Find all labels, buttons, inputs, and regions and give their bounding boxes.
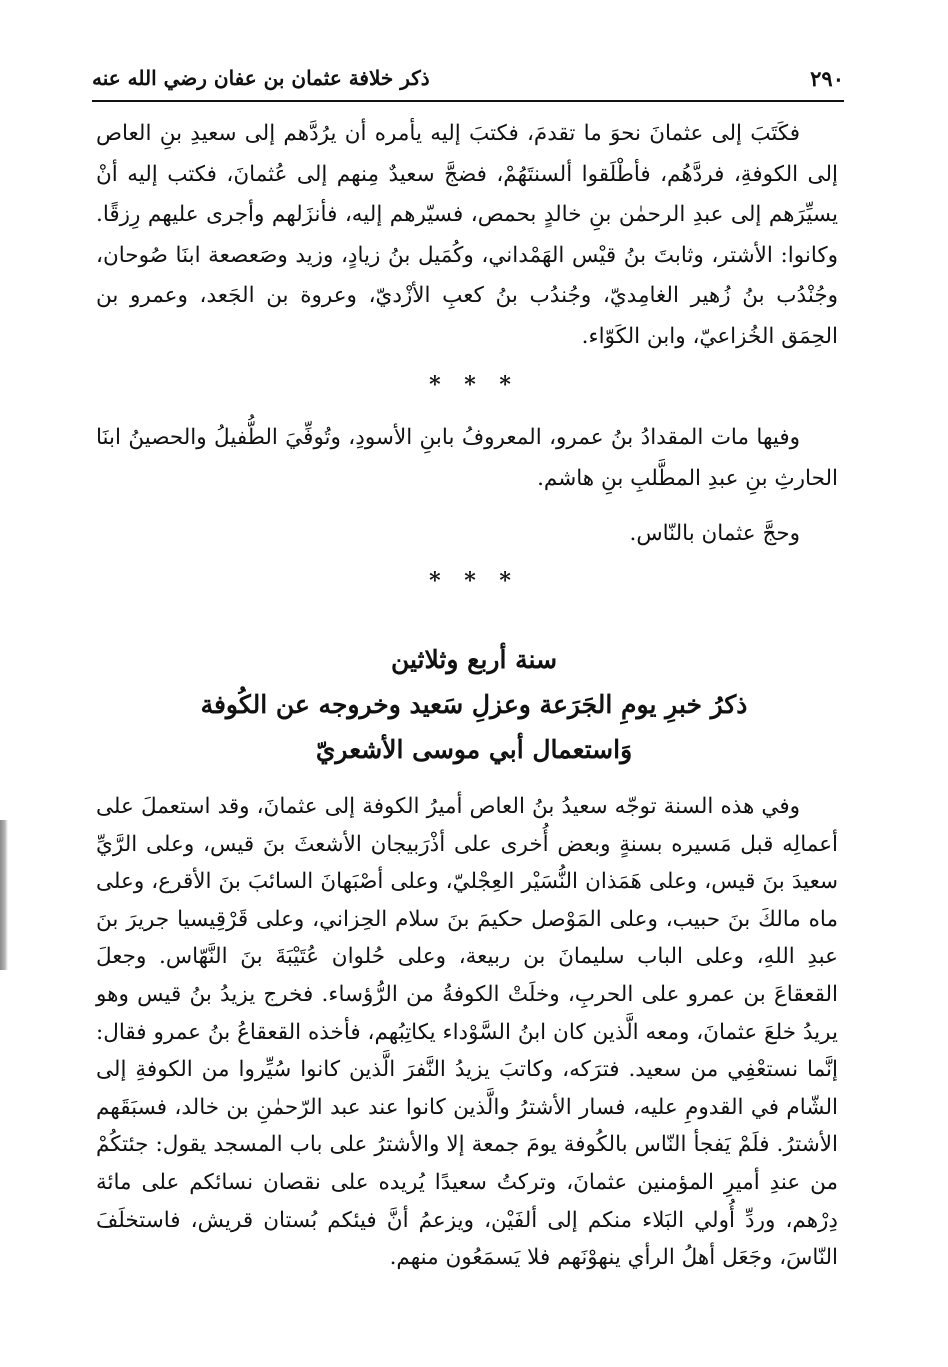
- section-separator: * * *: [429, 372, 519, 398]
- paragraph-text: وحجَّ عثمان بالنّاس.: [629, 521, 800, 546]
- year-heading: سنة أربع وثلاثين: [390, 645, 558, 674]
- chapter-subheading: وَاستعمال أبي موسى الأشعريّ: [315, 735, 633, 764]
- section-separator: * * *: [429, 568, 519, 594]
- chapter-heading: ذكرُ خبرِ يومِ الجَرَعة وعزلِ سَعيد وخروجه عن الكُوفة: [200, 690, 748, 719]
- header-rule: [92, 100, 844, 102]
- paragraph-text: وفيها مات المقدادُ بنُ عمرو، المعروفُ بابنِ الأسودِ، وتُوفِّيَ الطُّفيلُ والحصينُ ابنَا الحارثِ بنِ عبدِ المطَّلبِ بنِ هاشم.: [96, 425, 838, 491]
- paragraph-text: فكَتَبَ إلى عثمانَ نحوَ ما تقدمَ، فكتبَ إليه يأمره أن يرُدَّهم إلى سعيدِ بنِ العاص إلى الكوفةِ، فردَّهُم، فأطْلَقوا ألسنتَهُمْ، فضجَّ سعيدٌ مِنهم إلى عُثمانَ، فكتب إليه أنْ يسيِّرَهم إلى عبدِ الرحمٰن بنِ خالدٍ بحمص، فسيّرهم إليه، فأنزَلهم وأجرى عليهم رِزقًا. وكانوا: الأشتر، وثابتَ بنُ قيْس الهَمْداني، وكُمَيل بنُ زيادٍ، وزيد وصَعصعة ابنَا صُوحان، وجُنْدُب بنُ زُهير الغامِديّ، وجُندُب بنُ كعبِ الأزْديّ، وعروة بن الجَعد، وعمرو بن الحِمَق الخُزاعيّ، وابن الكَوّاء.: [96, 121, 838, 349]
- page-header: [92, 62, 844, 98]
- page-number: ٢٩٠: [810, 66, 844, 91]
- paragraph-deaths: [96, 418, 838, 499]
- paragraph-text: وفي هذه السنة توجّه سعيدُ بنُ العاص أميرُ الكوفة إلى عثمانَ، وقد استعملَ على أعمالِه قبل مَسيره بسنةٍ وبعض أُخرى على أذْرَبيجان الأشعثَ بنَ قيس، وعلى الرَّيِّ سعيدَ بنَ قيس، وعلى هَمَذان النُّسَيْر العِجْليّ، وعلى أصْبَهانَ السائبَ بنَ الأقرع، وعلى ماه مالكَ بنَ حبيب، وعلى المَوْصل حكيمَ بنَ سلام الحِزاني، وعلى قَرْقِيسيا جريرَ بنَ عبدِ اللهِ، وعلى الباب سليمانَ بن ربيعة، وعلى حُلوان عُتَيْبَةَ بنَ النَّهّاس. وجعلَ القعقاعَ بن عمرو على الحربِ، وخلَتْ الكوفةُ من الرُّؤساء. فخرج يزيدُ بنُ قيس وهو يريدُ خلعَ عثمانَ، ومعه الَّذين كان ابنُ السَّوْداء يكاتِبُهم، فأخذه القعقاعُ بنُ عمرو فقال: إنَّما نستعْفِي من سعيد. فترَكه، وكاتبَ يزيدُ النَّفرَ الَّذين كانوا سُيِّروا من الكوفةِ إلى الشّام في القدومِ عليه، فسار الأشترُ والَّذين كانوا عند عبد الرّحمٰنِ بن خالد، فسبَقَهم الأشترُ. فلَمْ يَفجأ النّاس بالكُوفة يومَ جمعة إلا والأشترُ على باب المسجد يقول: جئتكُمْ من عندِ أميرِ المؤمنين عثمانَ، وتركتُ سعيدًا يُريده على نقصان نسائكم على مائة دِرْهم، وردِّ أُولي البَلاء منكم إلى ألفَيْن، ويزعمُ أنَّ فيئكم بُستان قريش، فاستخلَفَ النّاسَ، وجَعَل أهلُ الرأي ينهوْنَهم فلا يَسمَعُون منهم.: [96, 794, 838, 1271]
- running-title: ذكر خلافة عثمان بن عفان رضي الله عنه: [92, 66, 430, 90]
- paragraph-exile-of-kufans: [96, 114, 838, 357]
- paragraph-pilgrimage: [96, 514, 838, 555]
- scan-edge-mark: [0, 820, 8, 970]
- paragraph-jara-events: [96, 788, 838, 1277]
